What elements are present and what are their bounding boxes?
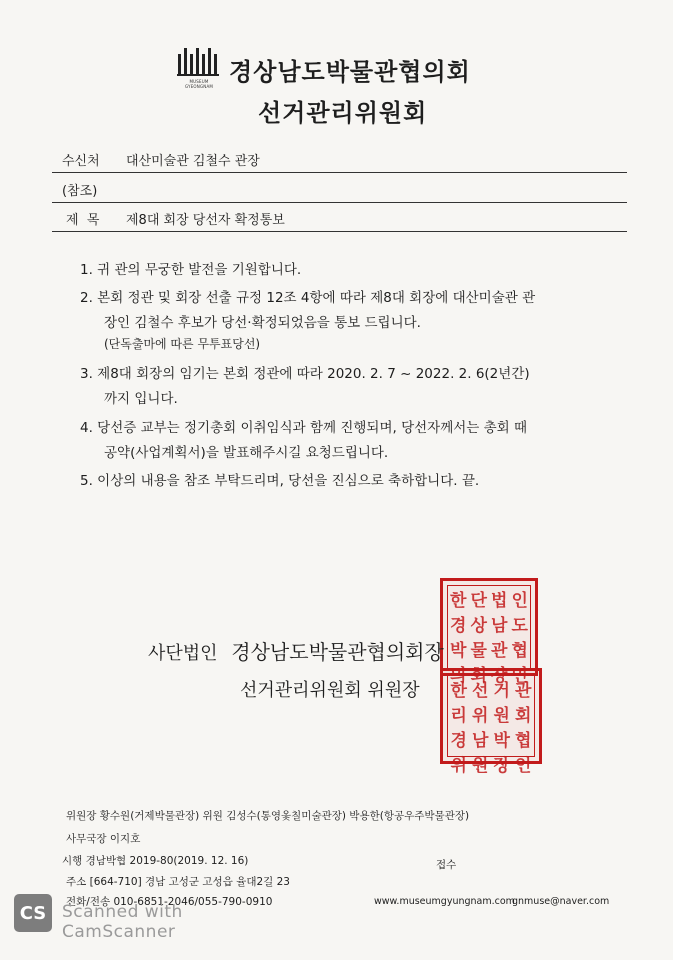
footer-committee-members: 위원장 황수원(거제박물관장) 위원 김성수(통영옻칠미술관장) 박용한(항공우주박물관장): [66, 810, 470, 822]
signature-org: 경상남도박물관협의회장: [231, 640, 444, 664]
reference-label: (참조): [62, 184, 98, 199]
body-item-3-line1: 3. 제8대 회장의 임기는 본회 정관에 따라 2020. 2. 7 ~ 2022. 2. 6(2년간): [80, 366, 530, 382]
footer-phone-fax: 전화/전송 010-6851-2046/055-790-0910: [66, 896, 273, 908]
camscanner-line2: CamScanner: [62, 922, 176, 942]
body-item-2-note: (단독출마에 따른 무투표당선): [104, 337, 261, 351]
body-item-5: 5. 이상의 내용을 참조 부탁드리며, 당선을 진심으로 축하합니다. 끝.: [80, 473, 480, 489]
body-item-3-line2: 까지 입니다.: [104, 391, 178, 407]
committee-seal-stamp: 한 선 거 관 리 위 원 회 경 남 박 협 위 원 장 인: [440, 668, 542, 764]
recipient-label: 수신처: [62, 154, 100, 169]
body-item-4-line1: 4. 당선증 교부는 정기총회 이취임식과 함께 진행되며, 당선자께서는 총회 때: [80, 420, 528, 436]
divider-line: [52, 202, 627, 203]
body-item-2-line1: 2. 본회 정관 및 회장 선출 규정 12조 4항에 따라 제8대 회장에 대산미술관 관: [80, 290, 536, 306]
divider-line: [52, 231, 627, 232]
signature-line-2: 선거관리위원회 위원장: [240, 680, 420, 701]
camscanner-logo-icon: CS: [14, 894, 52, 932]
footer-website-link[interactable]: www.museumgyungnam.com: [374, 896, 515, 907]
footer-secretary: 사무국장 이지호: [66, 833, 141, 845]
official-seal-stamp: 한 단 법 인 경 상 남 도 박 물 관 협 의 회 장 인: [440, 578, 538, 676]
subject-label: 제 목: [66, 213, 100, 228]
museum-association-logo: [175, 44, 223, 90]
camscanner-line1: Scanned with: [62, 902, 183, 922]
document-title: 경상남도박물관협의회: [229, 58, 471, 86]
divider-line: [52, 172, 627, 173]
recipient-value: 대산미술관 김철수 관장: [126, 154, 260, 169]
body-item-1: 1. 귀 관의 무궁한 발전을 기원합니다.: [80, 262, 302, 278]
body-item-4-line2: 공약(사업계획서)을 발표해주시길 요청드립니다.: [104, 445, 389, 461]
subject-value: 제8대 회장 당선자 확정통보: [126, 213, 285, 228]
logo-bars-icon: [177, 44, 221, 76]
footer-receipt-label: 접수: [436, 859, 457, 871]
document-subtitle: 선거관리위원회: [258, 99, 428, 127]
footer-email-link[interactable]: gnmuse@naver.com: [512, 896, 610, 907]
signature-line-1: [148, 636, 444, 665]
footer-address: 주소 [664-710] 경남 고성군 고성읍 율대2길 23: [66, 876, 290, 888]
signature-prefix: 사단법인: [148, 643, 218, 664]
body-item-2-line2: 장인 김철수 후보가 당선·확정되었음을 통보 드립니다.: [104, 315, 421, 331]
footer-issue-number: 시행 경남박협 2019-80(2019. 12. 16): [62, 855, 249, 867]
logo-text: MUSEUM GYEONGNAM: [184, 79, 214, 89]
